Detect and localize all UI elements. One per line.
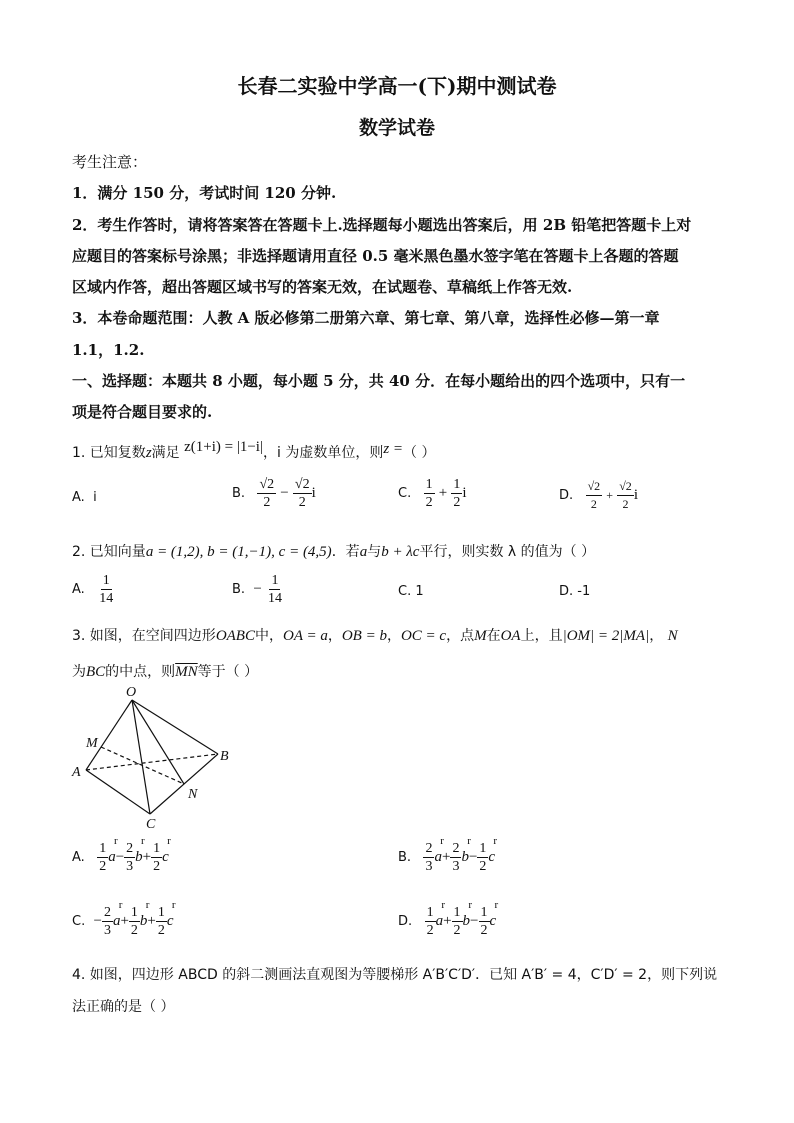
page-subtitle: 数学试卷 <box>358 117 435 139</box>
notice-item-2-line-1: 2．考生作答时，请将答案答在答题卡上.选择题每小题选出答案后，用 2B 铅笔把答题卡上对 <box>72 216 692 234</box>
q2-vectors: a = (1,2), b = (1,−1), c = (4,5) <box>145 544 332 560</box>
notice-item-2-line-2: 应题目的答案标号涂黑；非选择题请用直径 0.5 毫米黑色墨水签字笔在答题卡上各题的答题 <box>72 247 679 265</box>
edge-ON <box>132 700 184 784</box>
question-1-stem: 1. 已知复数z满足 z(1+i) = |1−i|，i 为虚数单位，则z =（ ） <box>72 439 436 461</box>
question-2-stem: 2. 已知向量a = (1,2), b = (1,−1), c = (4,5)．若a与b + λc平行，则实数 λ 的值为（ ） <box>72 544 596 560</box>
segment-MN-hidden <box>101 747 184 784</box>
notice-item-2-line-3: 区域内作答，超出答题区域书写的答案无效，在试题卷、草稿纸上作答无效. <box>72 278 573 296</box>
q1-equation: z(1+i) = |1−i| <box>184 439 263 455</box>
question-3-stem-line-1: 3. 如图，在空间四边形OABC中，OA = a，OB = b，OC = c，点M在OA上，且|OM| = 2|MA|， N <box>72 628 678 644</box>
notice-heading: 考生注意： <box>72 153 148 171</box>
q1-option-b: B. $\frac{√2}{2}$ − $\frac{√2}{2}$ i <box>232 477 316 510</box>
question-4-stem-line-2: 法正确的是（ ） <box>72 999 175 1015</box>
q3-option-d: D. $\frac{1}{2}$ r a+ $\frac{1}{2}$ r b− $\frac{1}{2}$ r c <box>398 904 496 939</box>
label-A: A <box>72 765 81 780</box>
notice-item-1: 1．满分 150 分，考试时间 120 分钟. <box>72 184 337 202</box>
q3-option-b: B. $\frac{2}{3}$ r a+ $\frac{2}{3}$ r b− $\frac{1}{2}$ r c <box>398 840 495 875</box>
label-O: O <box>126 685 137 700</box>
section-1-line-2: 项是符合题目要求的. <box>72 403 213 421</box>
label-C: C <box>146 817 156 830</box>
question-4-stem-line-1: 4. 如图，四边形 ABCD 的斜二测画法直观图为等腰梯形 A′B′C′D′．已知 A′B′ = 4，C′D′ = 2，则下列说 <box>72 967 718 983</box>
q2-option-a: A. $\frac{1}{14}$ <box>72 573 114 606</box>
label-N: N <box>188 787 198 802</box>
page-title: 长春二实验中学高一(下)期中测试卷 <box>237 74 557 98</box>
edge-OA <box>86 700 132 770</box>
notice-item-3-line-1: 3．本卷命题范围：人教 A 版必修第二册第六章、第七章、第八章，选择性必修—第一章 <box>72 309 660 327</box>
edge-CB <box>150 754 218 814</box>
section-1-line-1: 一、选择题：本题共 8 小题，每小题 5 分，共 40 分．在每小题给出的四个选项中，只有一 <box>72 372 686 390</box>
q1-option-d: D. $\frac{√2}{2}$ + $\frac{√2}{2}$ i <box>559 479 638 511</box>
q2-option-b: B. − $\frac{1}{14}$ <box>232 573 282 606</box>
edge-AC <box>86 770 150 814</box>
q1-option-a: A. i <box>72 490 97 505</box>
question-3-stem-line-2: 为BC的中点，则$\overline{MN}$等于（ ） <box>72 664 259 680</box>
q3-option-a: A. $\frac{1}{2}$ r a− $\frac{2}{3}$ r b+ $\frac{1}{2}$ r c <box>72 840 169 875</box>
q1-option-c: C. $\frac{1}{2}$ + $\frac{1}{2}$ i <box>398 477 467 510</box>
q2-option-d: D. -1 <box>559 584 591 599</box>
edge-OB <box>132 700 218 754</box>
q3-option-c: C. − $\frac{2}{3}$ r a+ $\frac{1}{2}$ r b+ $\frac{1}{2}$ r c <box>72 904 174 939</box>
label-M: M <box>86 736 98 751</box>
notice-item-3-line-2: 1.1，1.2. <box>72 341 145 359</box>
q2-option-c: C. 1 <box>398 584 424 599</box>
label-B: B <box>220 749 229 764</box>
q3-tetrahedron-figure <box>68 684 238 830</box>
edge-OC <box>132 700 150 814</box>
edge-AB-hidden <box>86 754 218 770</box>
